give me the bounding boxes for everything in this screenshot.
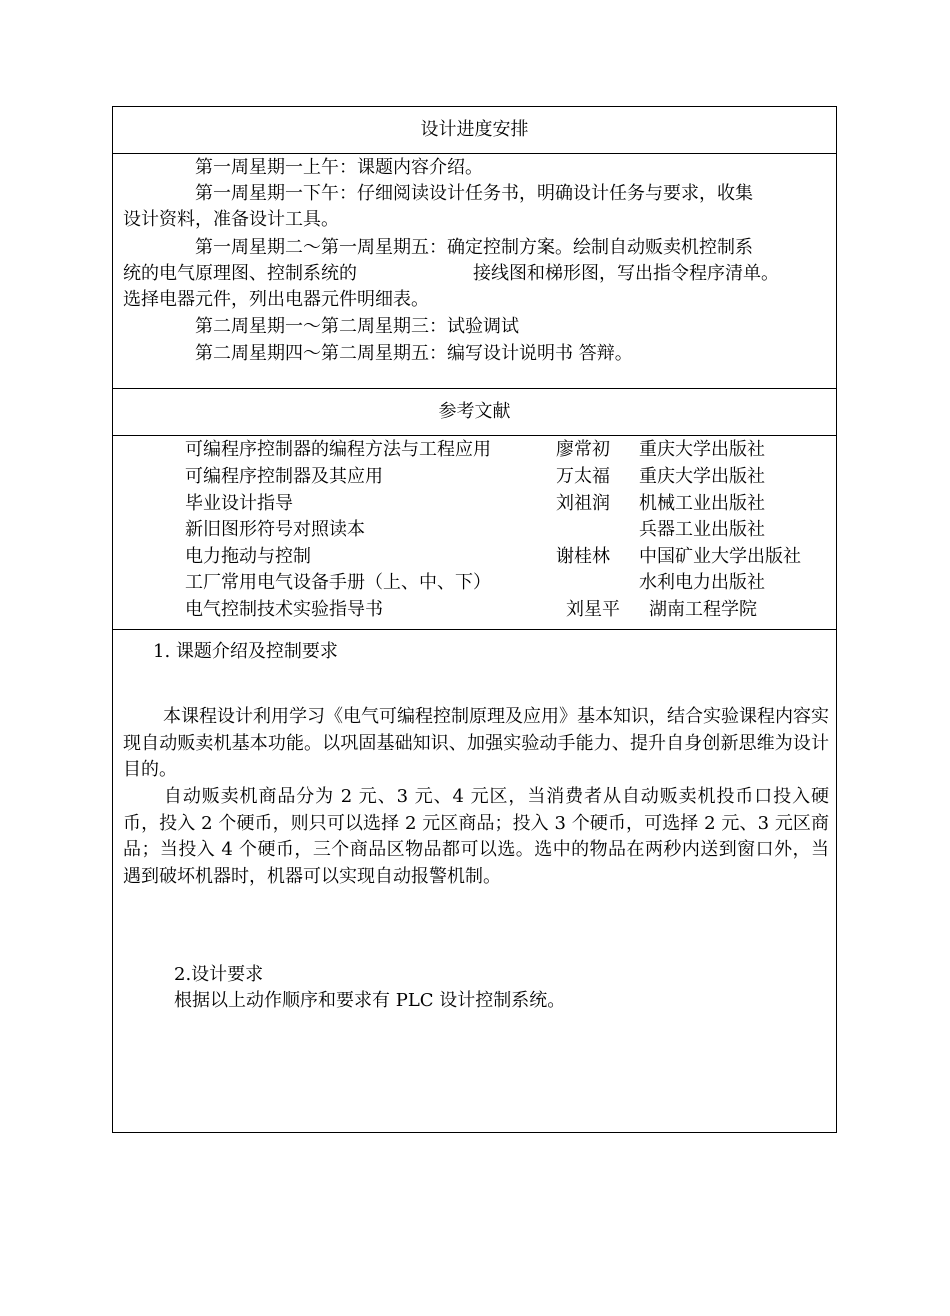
reference-author: 万太福 <box>556 466 610 487</box>
schedule-line: 第一周星期一下午：仔细阅读设计任务书，明确设计任务与要求，收集 <box>195 183 753 204</box>
reference-author: 刘星平 <box>566 599 620 620</box>
schedule-line: 统的电气原理图、控制系统的 <box>123 263 357 284</box>
paragraph-text: 自动贩卖机商品分为 2 元、3 元、4 元区，当消费者从自动贩卖机投币口投入硬币，投入 2 个硬币，则只可以选择 2 元区商品；投入 3 个硬币，可选择 2 元、3 元区商品；当投入 4 个硬币，三个商品区物品都可以选。选中的物品在两秒内送到窗口外，当遇到破坏机器时，机器可以实现自动报警机制。 <box>123 786 829 887</box>
reference-author: 廖常初 <box>556 439 610 460</box>
reference-publisher: 机械工业出版社 <box>639 493 765 514</box>
schedule-line: 第一周星期二～第一周星期五：确定控制方案。绘制自动贩卖机控制系 <box>195 237 753 258</box>
reference-author: 刘祖润 <box>556 493 610 514</box>
divider <box>113 153 836 154</box>
schedule-line: 第二周星期四～第二周星期五：编写设计说明书 答辩。 <box>195 343 633 364</box>
paragraph <box>123 784 829 890</box>
schedule-line: 选择电器元件，列出电器元件明细表。 <box>123 289 429 310</box>
paragraph-text: 本课程设计利用学习《电气可编程控制原理及应用》基本知识，结合实验课程内容实现自动贩卖机基本功能。以巩固基础知识、加强实验动手能力、提升自身创新思维为设计目的。 <box>123 706 829 780</box>
schedule-line: 接线图和梯形图，写出指令程序清单。 <box>473 263 779 284</box>
reference-title: 新旧图形符号对照读本 <box>185 519 365 540</box>
reference-author: 谢桂林 <box>556 546 610 567</box>
paragraph-text: 根据以上动作顺序和要求有 PLC 设计控制系统。 <box>174 990 566 1011</box>
reference-publisher: 兵器工业出版社 <box>639 519 765 540</box>
reference-title: 电力拖动与控制 <box>185 546 311 567</box>
reference-publisher: 中国矿业大学出版社 <box>639 546 801 567</box>
section-heading: 2.设计要求 <box>174 964 264 985</box>
reference-publisher: 湖南工程学院 <box>649 599 757 620</box>
references-title: 参考文献 <box>438 401 511 422</box>
paragraph <box>123 704 829 784</box>
reference-publisher: 水利电力出版社 <box>639 572 765 593</box>
schedule-line: 第一周星期一上午：课题内容介绍。 <box>195 157 483 178</box>
reference-publisher: 重庆大学出版社 <box>639 466 765 487</box>
reference-title: 可编程序控制器及其应用 <box>185 466 383 487</box>
section-heading: 1. 课题介绍及控制要求 <box>153 641 338 662</box>
schedule-line: 第二周星期一～第二周星期三：试验调试 <box>195 316 519 337</box>
schedule-line: 设计资料，准备设计工具。 <box>123 209 339 230</box>
reference-title: 电气控制技术实验指导书 <box>185 599 383 620</box>
schedule-title: 设计进度安排 <box>420 119 529 140</box>
reference-title: 可编程序控制器的编程方法与工程应用 <box>185 439 491 460</box>
document-table <box>112 106 837 1133</box>
reference-title: 工厂常用电气设备手册（上、中、下） <box>185 572 491 593</box>
reference-title: 毕业设计指导 <box>185 493 293 514</box>
reference-publisher: 重庆大学出版社 <box>639 439 765 460</box>
divider <box>113 629 836 630</box>
divider <box>113 435 836 436</box>
